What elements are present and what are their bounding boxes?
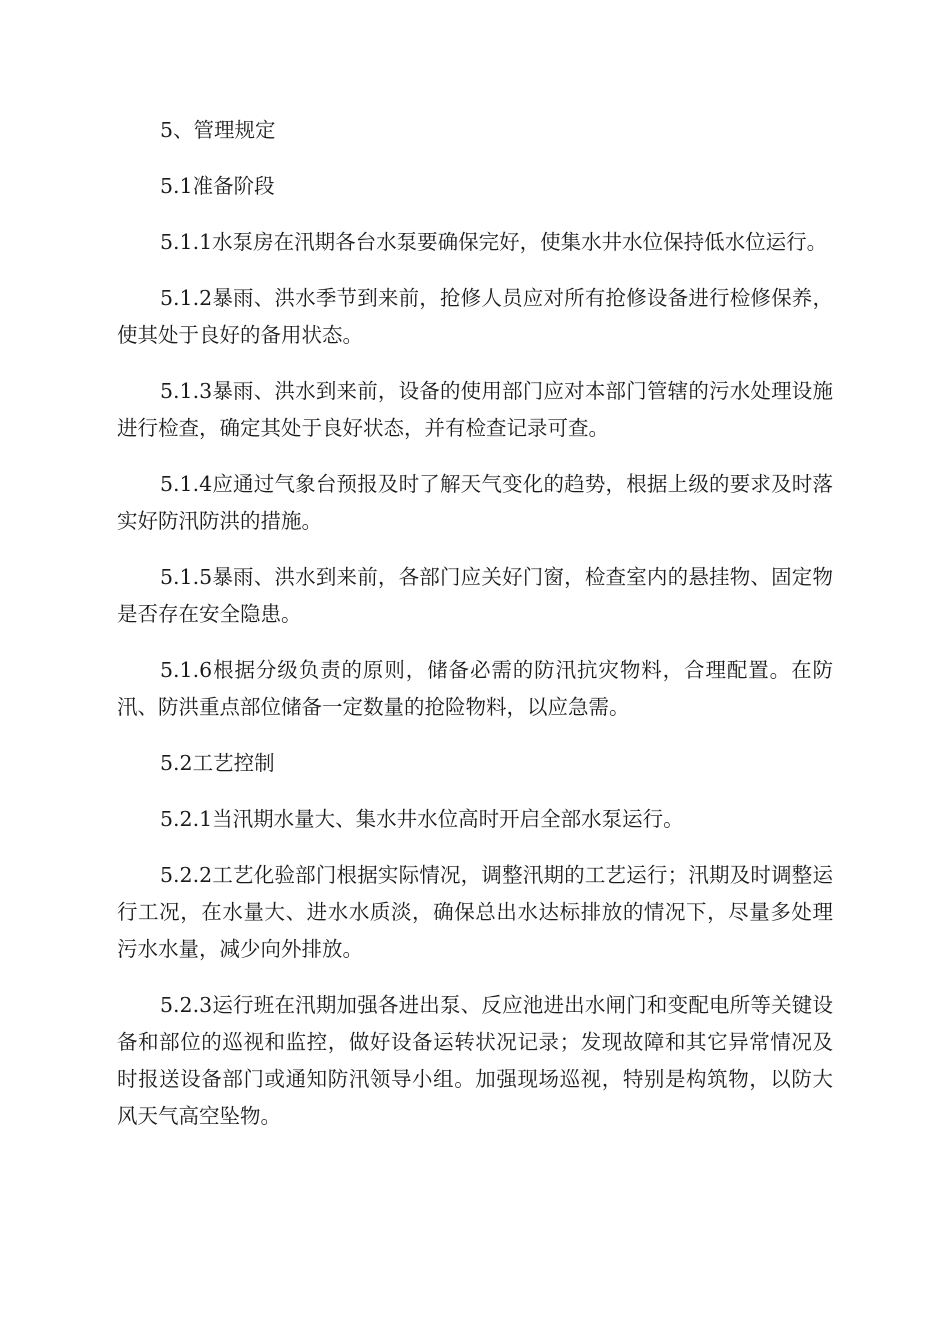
clause-5-1-4: 5.1.4应通过气象台预报及时了解天气变化的趋势，根据上级的要求及时落实好防汛防洪的措施。 [117, 472, 833, 533]
subsection-heading-5-2: 5.2工艺控制 [160, 751, 275, 775]
clause-5-1-6: 5.1.6根据分级负责的原则，储备必需的防汛抗灾物料，合理配置。在防汛、防洪重点部位储备一定数量的抢险物料，以应急需。 [117, 658, 833, 719]
clause-5-2-2: 5.2.2工艺化验部门根据实际情况，调整汛期的工艺运行；汛期及时调整运行工况，在水量大、进水水质淡，确保总出水达标排放的情况下，尽量多处理污水水量，减少向外排放。 [117, 863, 833, 961]
clause-5-1-5: 5.1.5暴雨、洪水到来前，各部门应关好门窗，检查室内的悬挂物、固定物是否存在安全隐患。 [117, 565, 833, 626]
section-heading-5: 5、管理规定 [160, 118, 276, 142]
clause-5-1-3: 5.1.3暴雨、洪水到来前，设备的使用部门应对本部门管辖的污水处理设施进行检查，确定其处于良好状态，并有检查记录可查。 [117, 379, 833, 440]
clause-5-2-1: 5.2.1当汛期水量大、集水井水位高时开启全部水泵运行。 [160, 807, 684, 831]
clause-5-2-3: 5.2.3运行班在汛期加强各进出泵、反应池进出水闸门和变配电所等关键设备和部位的巡视和监控，做好设备运转状况记录；发现故障和其它异常情况及时报送设备部门或通知防汛领导小组。加强现场巡视，特别是构筑物，以防大风天气高空坠物。 [117, 993, 833, 1128]
document-body [117, 112, 833, 1154]
clause-5-1-2: 5.1.2暴雨、洪水季节到来前，抢修人员应对所有抢修设备进行检修保养，使其处于良好的备用状态。 [117, 286, 833, 347]
clause-5-1-1: 5.1.1水泵房在汛期各台水泵要确保完好，使集水井水位保持低水位运行。 [160, 230, 828, 254]
subsection-heading-5-1: 5.1准备阶段 [160, 174, 275, 198]
